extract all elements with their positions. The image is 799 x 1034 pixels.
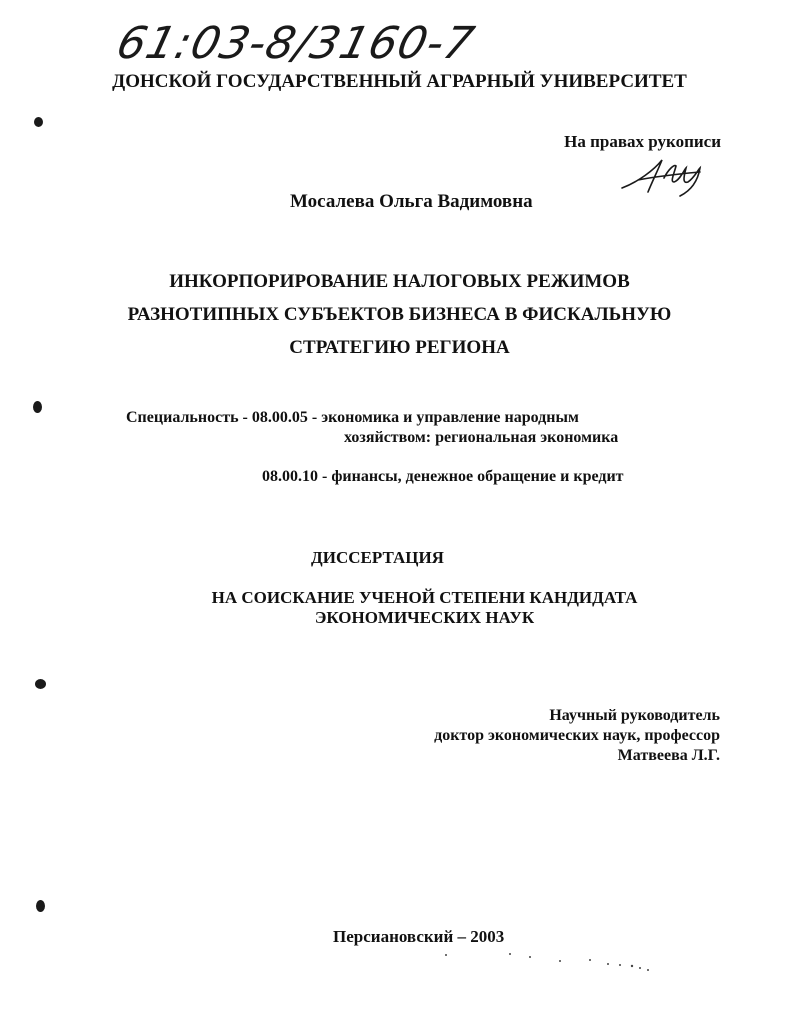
supervisor-degree: доктор экономических наук, профессор	[434, 727, 720, 744]
specialty-second: 08.00.10 - финансы, денежное обращение и кредит	[262, 468, 624, 485]
binding-mark	[35, 679, 46, 689]
binding-mark	[34, 117, 43, 127]
author-name: Мосалева Ольга Вадимовна	[290, 191, 533, 212]
supervisor-name: Матвеева Л.Г.	[617, 747, 720, 764]
title-line-3: СТРАТЕГИЮ РЕГИОНА	[289, 337, 510, 358]
binding-mark	[33, 401, 42, 413]
title-line-1: ИНКОРПОРИРОВАНИЕ НАЛОГОВЫХ РЕЖИМОВ	[169, 271, 630, 292]
university-name: ДОНСКОЙ ГОСУДАРСТВЕННЫЙ АГРАРНЫЙ УНИВЕРСИТЕТ	[112, 71, 687, 92]
signature	[618, 152, 718, 200]
supervisor-role: Научный руководитель	[549, 707, 720, 724]
specialty-label: Специальность - 08.00.05 - экономика и управление народным	[126, 409, 579, 426]
title-line-2: РАЗНОТИПНЫХ СУБЪЕКТОВ БИЗНЕСА В ФИСКАЛЬНУЮ	[127, 304, 672, 325]
scan-dust	[440, 952, 660, 976]
degree-line-2: ЭКОНОМИЧЕСКИХ НАУК	[314, 608, 535, 627]
document-type: ДИССЕРТАЦИЯ	[311, 548, 444, 567]
manuscript-note: На правах рукописи	[564, 132, 721, 151]
handwritten-archive-code: 61:03-8/3160-7	[111, 18, 480, 69]
binding-mark	[36, 900, 45, 912]
degree-line-1: НА СОИСКАНИЕ УЧЕНОЙ СТЕПЕНИ КАНДИДАТА	[211, 588, 638, 607]
place-year: Персиановский – 2003	[333, 927, 505, 946]
specialty-continuation: хозяйством: региональная экономика	[344, 429, 619, 446]
